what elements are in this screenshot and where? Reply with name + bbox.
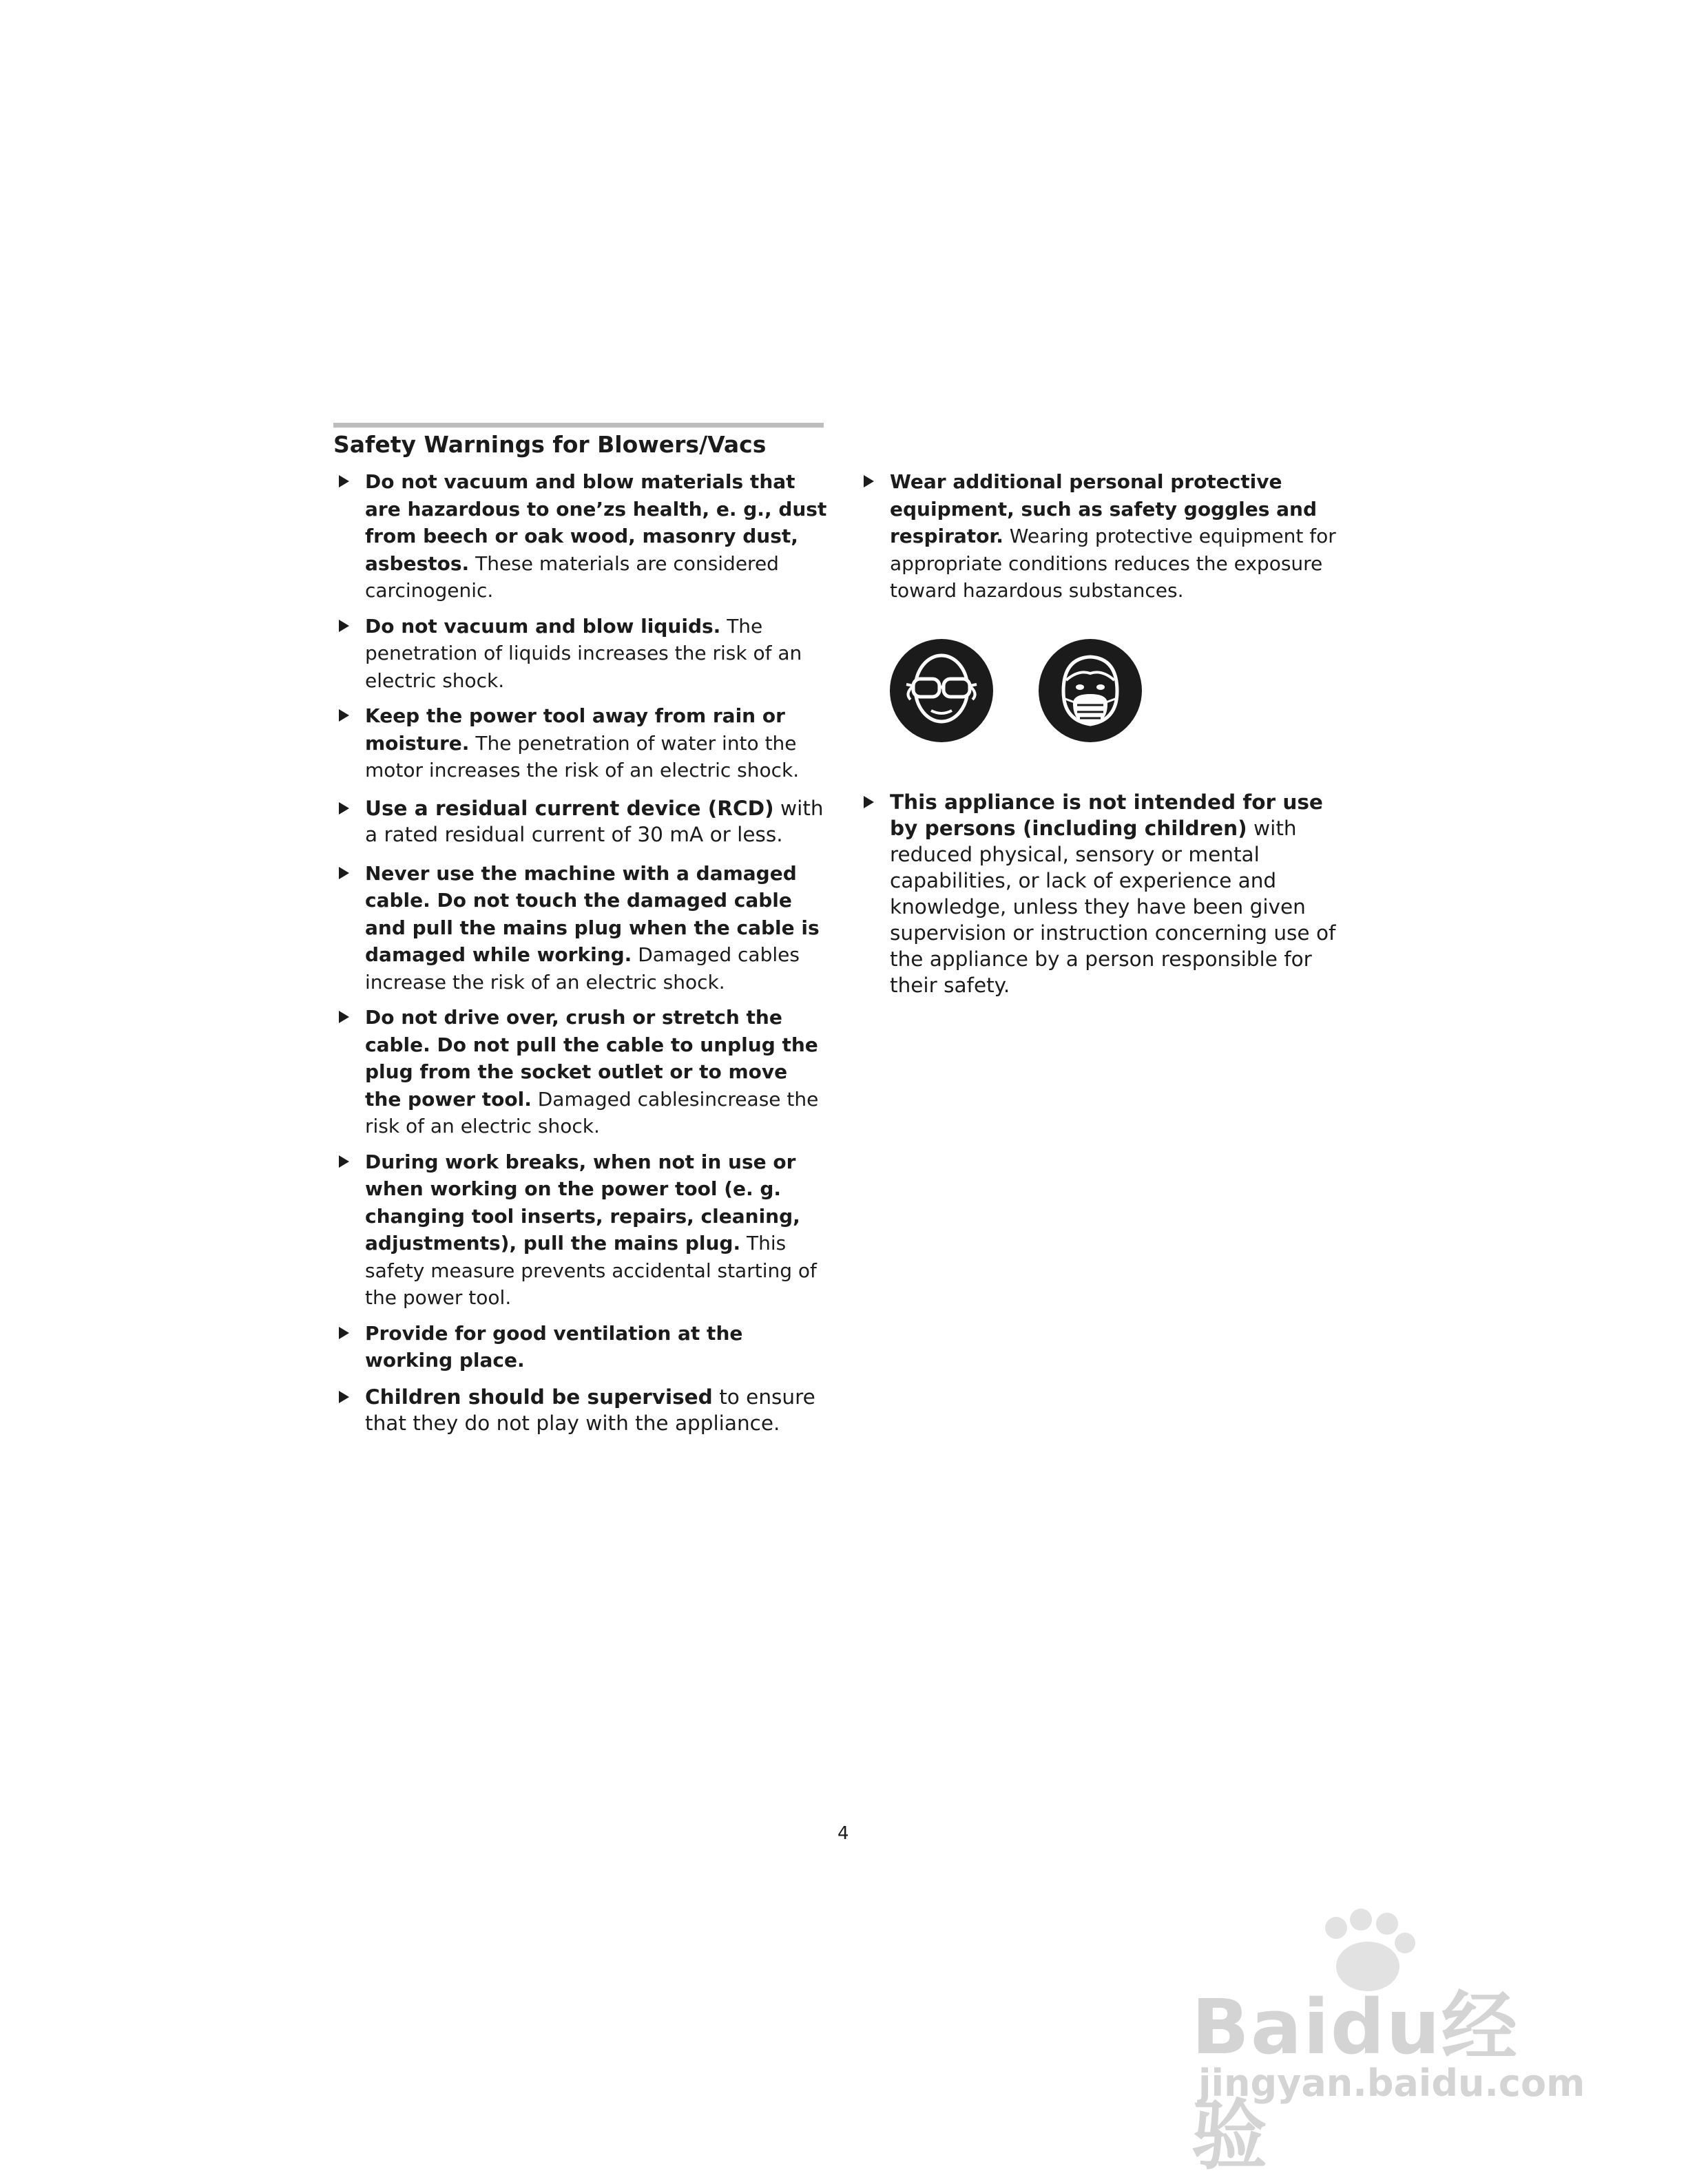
warning-bold: Never use the machine with a damaged cable. Do not touch the damaged cable and pull the mains plug when the cable is damaged while working. (365, 861, 820, 966)
warning-text: to ensure that they do not play with the appliance. (365, 1385, 815, 1435)
ppe-icons (858, 621, 1354, 752)
safety-goggles-icon (890, 639, 993, 742)
warning-item (333, 1320, 829, 1374)
warning-text: with a rated residual current of 30 mA or less. (365, 796, 824, 846)
warning-text: Damaged cables increase the risk of an electric shock. (365, 943, 800, 994)
baidu-watermark (1171, 1900, 1585, 2180)
bullet-triangle-icon (339, 802, 349, 815)
warning-text: This safety measure prevents accidental starting of the power tool. (365, 1232, 817, 1309)
warning-text: These materials are considered carcinogenic. (365, 552, 779, 602)
bullet-triangle-icon (864, 796, 874, 808)
bullet-triangle-icon (339, 1011, 349, 1023)
bullet-triangle-icon (339, 1327, 349, 1339)
watermark-brand: Baidu经验 (1191, 1983, 1519, 2180)
left-column (333, 468, 829, 1436)
warning-item (333, 860, 829, 996)
bullet-triangle-icon (339, 709, 349, 722)
warning-item (333, 702, 829, 784)
section-rule (333, 423, 824, 428)
bullet-triangle-icon (339, 1155, 349, 1168)
warning-bold: This appliance is not intended for use by persons (including children) (890, 790, 1323, 840)
warning-text: Wearing protective equipment for appropriate conditions reduces the exposure toward hazardous substances. (890, 525, 1336, 602)
warning-bold: Do not vacuum and blow liquids. (365, 614, 721, 638)
warning-text: Damaged cablesincrease the risk of an electric shock. (365, 1087, 819, 1137)
warning-item (333, 1384, 829, 1436)
bullet-triangle-icon (339, 620, 349, 632)
goggles-svg (890, 639, 993, 742)
warning-text: The penetration of liquids increases the risk of an electric shock. (365, 614, 802, 692)
respirator-svg (1039, 639, 1142, 742)
bullet-triangle-icon (339, 1391, 349, 1403)
right-column (858, 468, 1354, 998)
watermark-url: jingyan.baidu.com (1198, 2061, 1585, 2105)
warning-bold: Do not drive over, crush or stretch the cable. Do not pull the cable to unplug the plug from the socket outlet or to move the power tool. (365, 1006, 818, 1111)
warning-bold: Use a residual current device (RCD) (365, 796, 774, 820)
warning-bold: Wear additional personal protective equipment, such as safety goggles and respirator. (890, 470, 1318, 547)
respirator-icon (1039, 639, 1142, 742)
bullet-triangle-icon (339, 475, 349, 487)
warning-item (858, 789, 1354, 998)
page-number: 4 (837, 1823, 849, 1844)
warning-bold: Children should be supervised (365, 1385, 713, 1409)
warning-text: with reduced physical, sensory or mental capabilities, or lack of experience and knowledge, unless they have been given supervision or instruction concerning use of the appliance by a person responsible for their safety. (890, 816, 1336, 997)
bullet-triangle-icon (339, 867, 349, 879)
warning-item (858, 468, 1354, 605)
warning-item (333, 468, 829, 605)
bullet-triangle-icon (864, 475, 874, 487)
warning-bold: Keep the power tool away from rain or moisture. (365, 704, 785, 755)
section-title: Safety Warnings for Blowers/Vacs (333, 431, 767, 458)
warning-bold: Provide for good ventilation at the working place. (365, 1321, 743, 1372)
warning-item (333, 1148, 829, 1312)
warning-item (333, 613, 829, 695)
warning-bold: Do not vacuum and blow materials that are hazardous to one’zs health, e. g., dust from beech or oak wood, masonry dust, asbestos. (365, 470, 827, 575)
warning-item (333, 795, 829, 848)
warning-bold: During work breaks, when not in use or when working on the power tool (e. g. changing tool inserts, repairs, cleaning, adjustments), pull the mains plug. (365, 1150, 800, 1254)
warning-text: The penetration of water into the motor increases the risk of an electric shock. (365, 731, 800, 781)
warning-item (333, 1004, 829, 1140)
